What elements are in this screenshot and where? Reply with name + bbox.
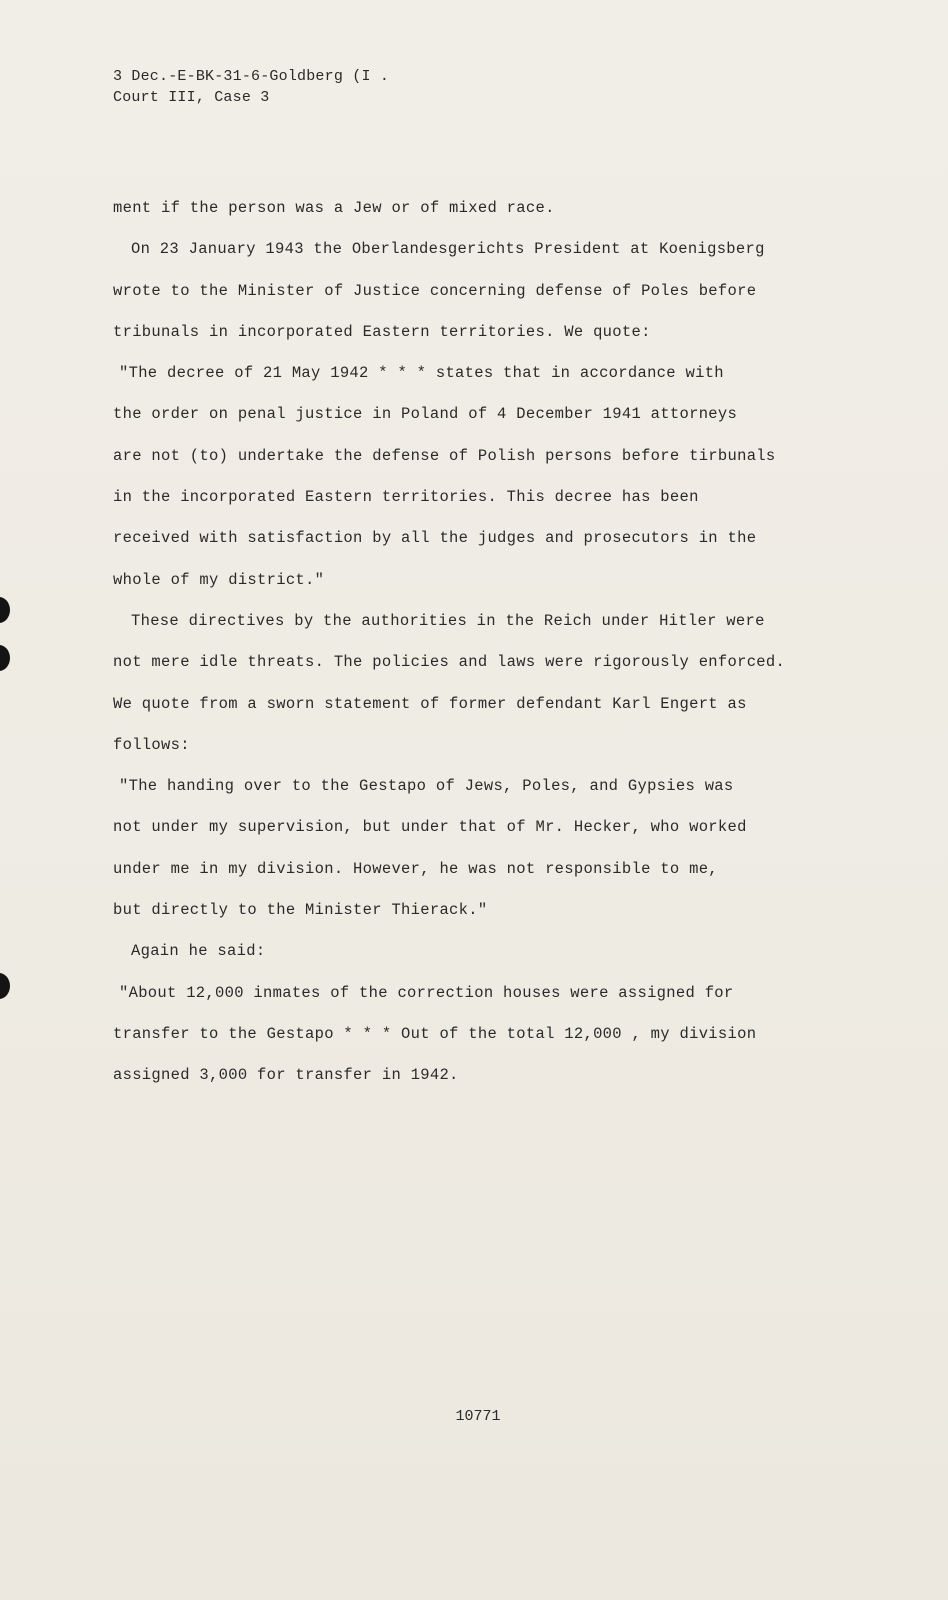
text-line: "About 12,000 inmates of the correction houses were assigned for [119, 983, 734, 1002]
text-line: the order on penal justice in Poland of 4 December 1941 attorneys [113, 405, 738, 424]
text-line: not under my supervision, but under that of Mr. Hecker, who worked [113, 818, 747, 837]
text-line: "The handing over to the Gestapo of Jews, Poles, and Gypsies was [119, 777, 734, 796]
text-line: under me in my division. However, he was not responsible to me, [113, 859, 718, 878]
binder-hole-2 [0, 645, 10, 671]
text-line: These directives by the authorities in the Reich under Hitler were [131, 611, 765, 630]
binder-hole-1 [0, 597, 10, 623]
document-header [113, 66, 389, 108]
text-line: received with satisfaction by all the judges and prosecutors in the [113, 529, 757, 548]
text-line: not mere idle threats. The policies and laws were rigorously enforced. [113, 653, 786, 672]
header-reference: 3 Dec.-E-BK-31-6-Goldberg (I . [113, 68, 390, 85]
binder-hole-3 [0, 973, 10, 999]
text-line: We quote from a sworn statement of former defendant Karl Engert as [113, 694, 747, 713]
text-line: wrote to the Minister of Justice concerning defense of Poles before [113, 281, 757, 300]
text-line: On 23 January 1943 the Oberlandesgerichts President at Koenigsberg [131, 240, 765, 259]
text-line: in the incorporated Eastern territories. This decree has been [113, 488, 699, 507]
header-court-case: Court III, Case 3 [113, 89, 270, 106]
text-line: but directly to the Minister Thierack." [113, 901, 488, 920]
text-line: transfer to the Gestapo * * * Out of the total 12,000 , my division [113, 1024, 757, 1043]
text-line: Again he said: [131, 942, 266, 961]
text-line: follows: [113, 735, 190, 754]
document-body [113, 188, 848, 1097]
text-line: "The decree of 21 May 1942 * * * states that in accordance with [119, 364, 724, 383]
text-line: are not (to) undertake the defense of Polish persons before tirbunals [113, 446, 776, 465]
text-line: whole of my district." [113, 570, 325, 589]
text-line: tribunals in incorporated Eastern territories. We quote: [113, 322, 651, 341]
text-line: assigned 3,000 for transfer in 1942. [113, 1066, 459, 1085]
text-line: ment if the person was a Jew or of mixed race. [113, 199, 555, 217]
page-number: 10771 [455, 1408, 501, 1425]
